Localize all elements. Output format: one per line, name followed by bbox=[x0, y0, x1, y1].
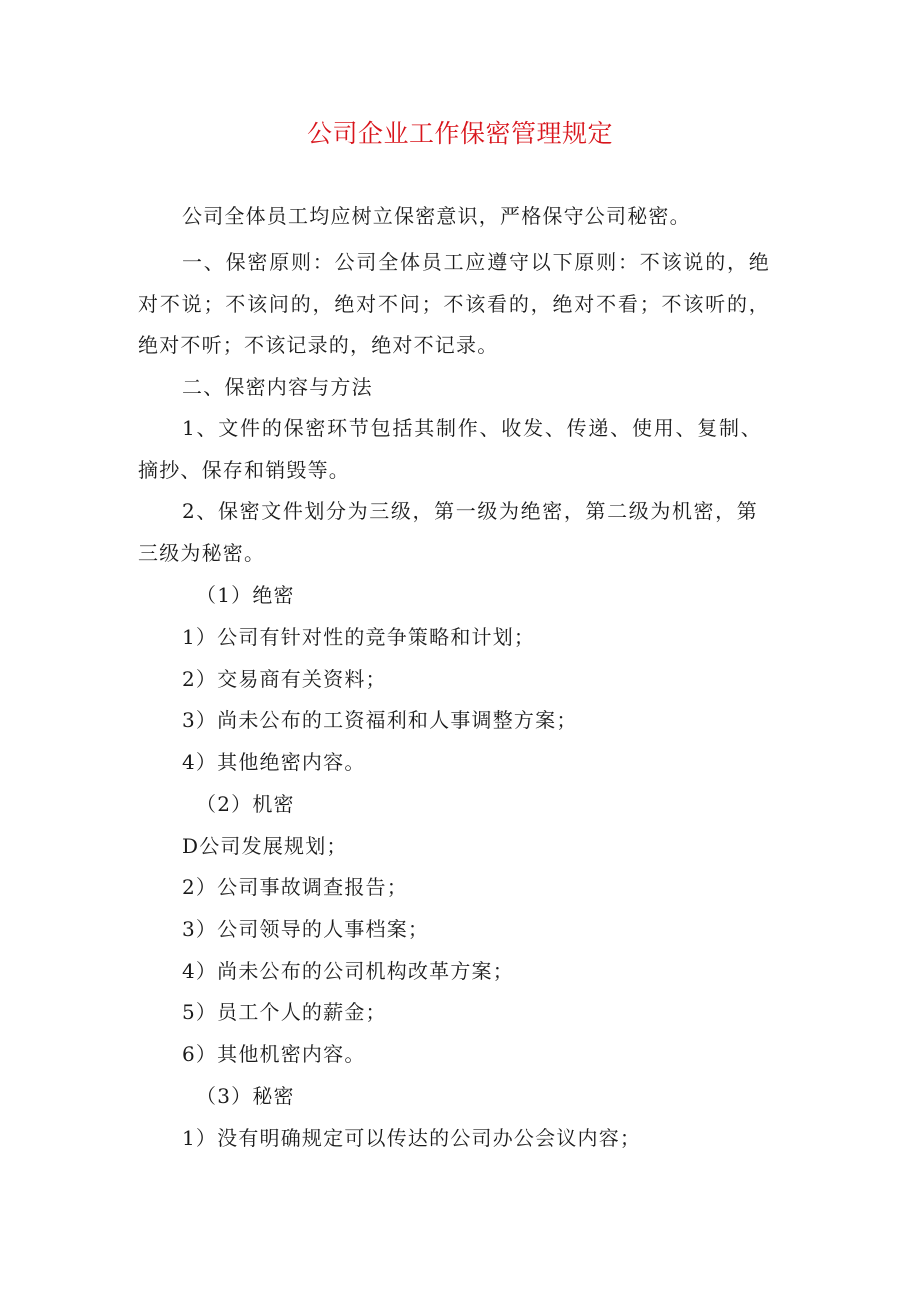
top-secret-item-3: 3）尚未公布的工资福利和人事调整方案； bbox=[182, 708, 578, 732]
item-1-line-1: 1、文件的保密环节包括其制作、收发、传递、使用、复制、 bbox=[182, 416, 762, 440]
level-heading-top-secret: （1）绝密 bbox=[196, 583, 295, 607]
item-1-line-2: 摘抄、保存和销毁等。 bbox=[138, 458, 350, 482]
confidential-item-3: 3）公司领导的人事档案； bbox=[182, 917, 430, 941]
level-heading-confidential: （2）机密 bbox=[196, 792, 295, 816]
secret-item-1: 1）没有明确规定可以传达的公司办公会议内容； bbox=[182, 1126, 642, 1150]
confidential-item-1: D公司发展规划； bbox=[182, 834, 348, 858]
item-2-line-2: 三级为秘密。 bbox=[138, 541, 266, 565]
level-heading-secret: （3）秘密 bbox=[196, 1084, 295, 1108]
item-2-line-1: 2、保密文件划分为三级，第一级为绝密，第二级为机密，第 bbox=[182, 499, 758, 523]
section-heading-2: 二、保密内容与方法 bbox=[182, 375, 373, 399]
principle-line-2: 对不说；不该问的，绝对不问；不该看的，绝对不看；不该听的， bbox=[138, 292, 770, 316]
document-title: 公司企业工作保密管理规定 bbox=[306, 119, 613, 148]
top-secret-item-2: 2）交易商有关资料； bbox=[182, 667, 387, 691]
confidential-item-6: 6）其他机密内容。 bbox=[182, 1042, 366, 1066]
top-secret-item-1: 1）公司有针对性的竞争策略和计划； bbox=[182, 625, 536, 649]
intro-line: 公司全体员工均应树立保密意识，严格保守公司秘密。 bbox=[182, 204, 691, 228]
confidential-item-2: 2）公司事故调查报告； bbox=[182, 875, 408, 899]
top-secret-item-4: 4）其他绝密内容。 bbox=[182, 750, 366, 774]
principle-line-3: 绝对不听；不该记录的，绝对不记录。 bbox=[138, 333, 499, 357]
confidential-item-5: 5）员工个人的薪金； bbox=[182, 1000, 387, 1024]
principle-line-1: 一、保密原则：公司全体员工应遵守以下原则：不该说的，绝 bbox=[182, 250, 770, 274]
confidential-item-4: 4）尚未公布的公司机构改革方案； bbox=[182, 959, 514, 983]
